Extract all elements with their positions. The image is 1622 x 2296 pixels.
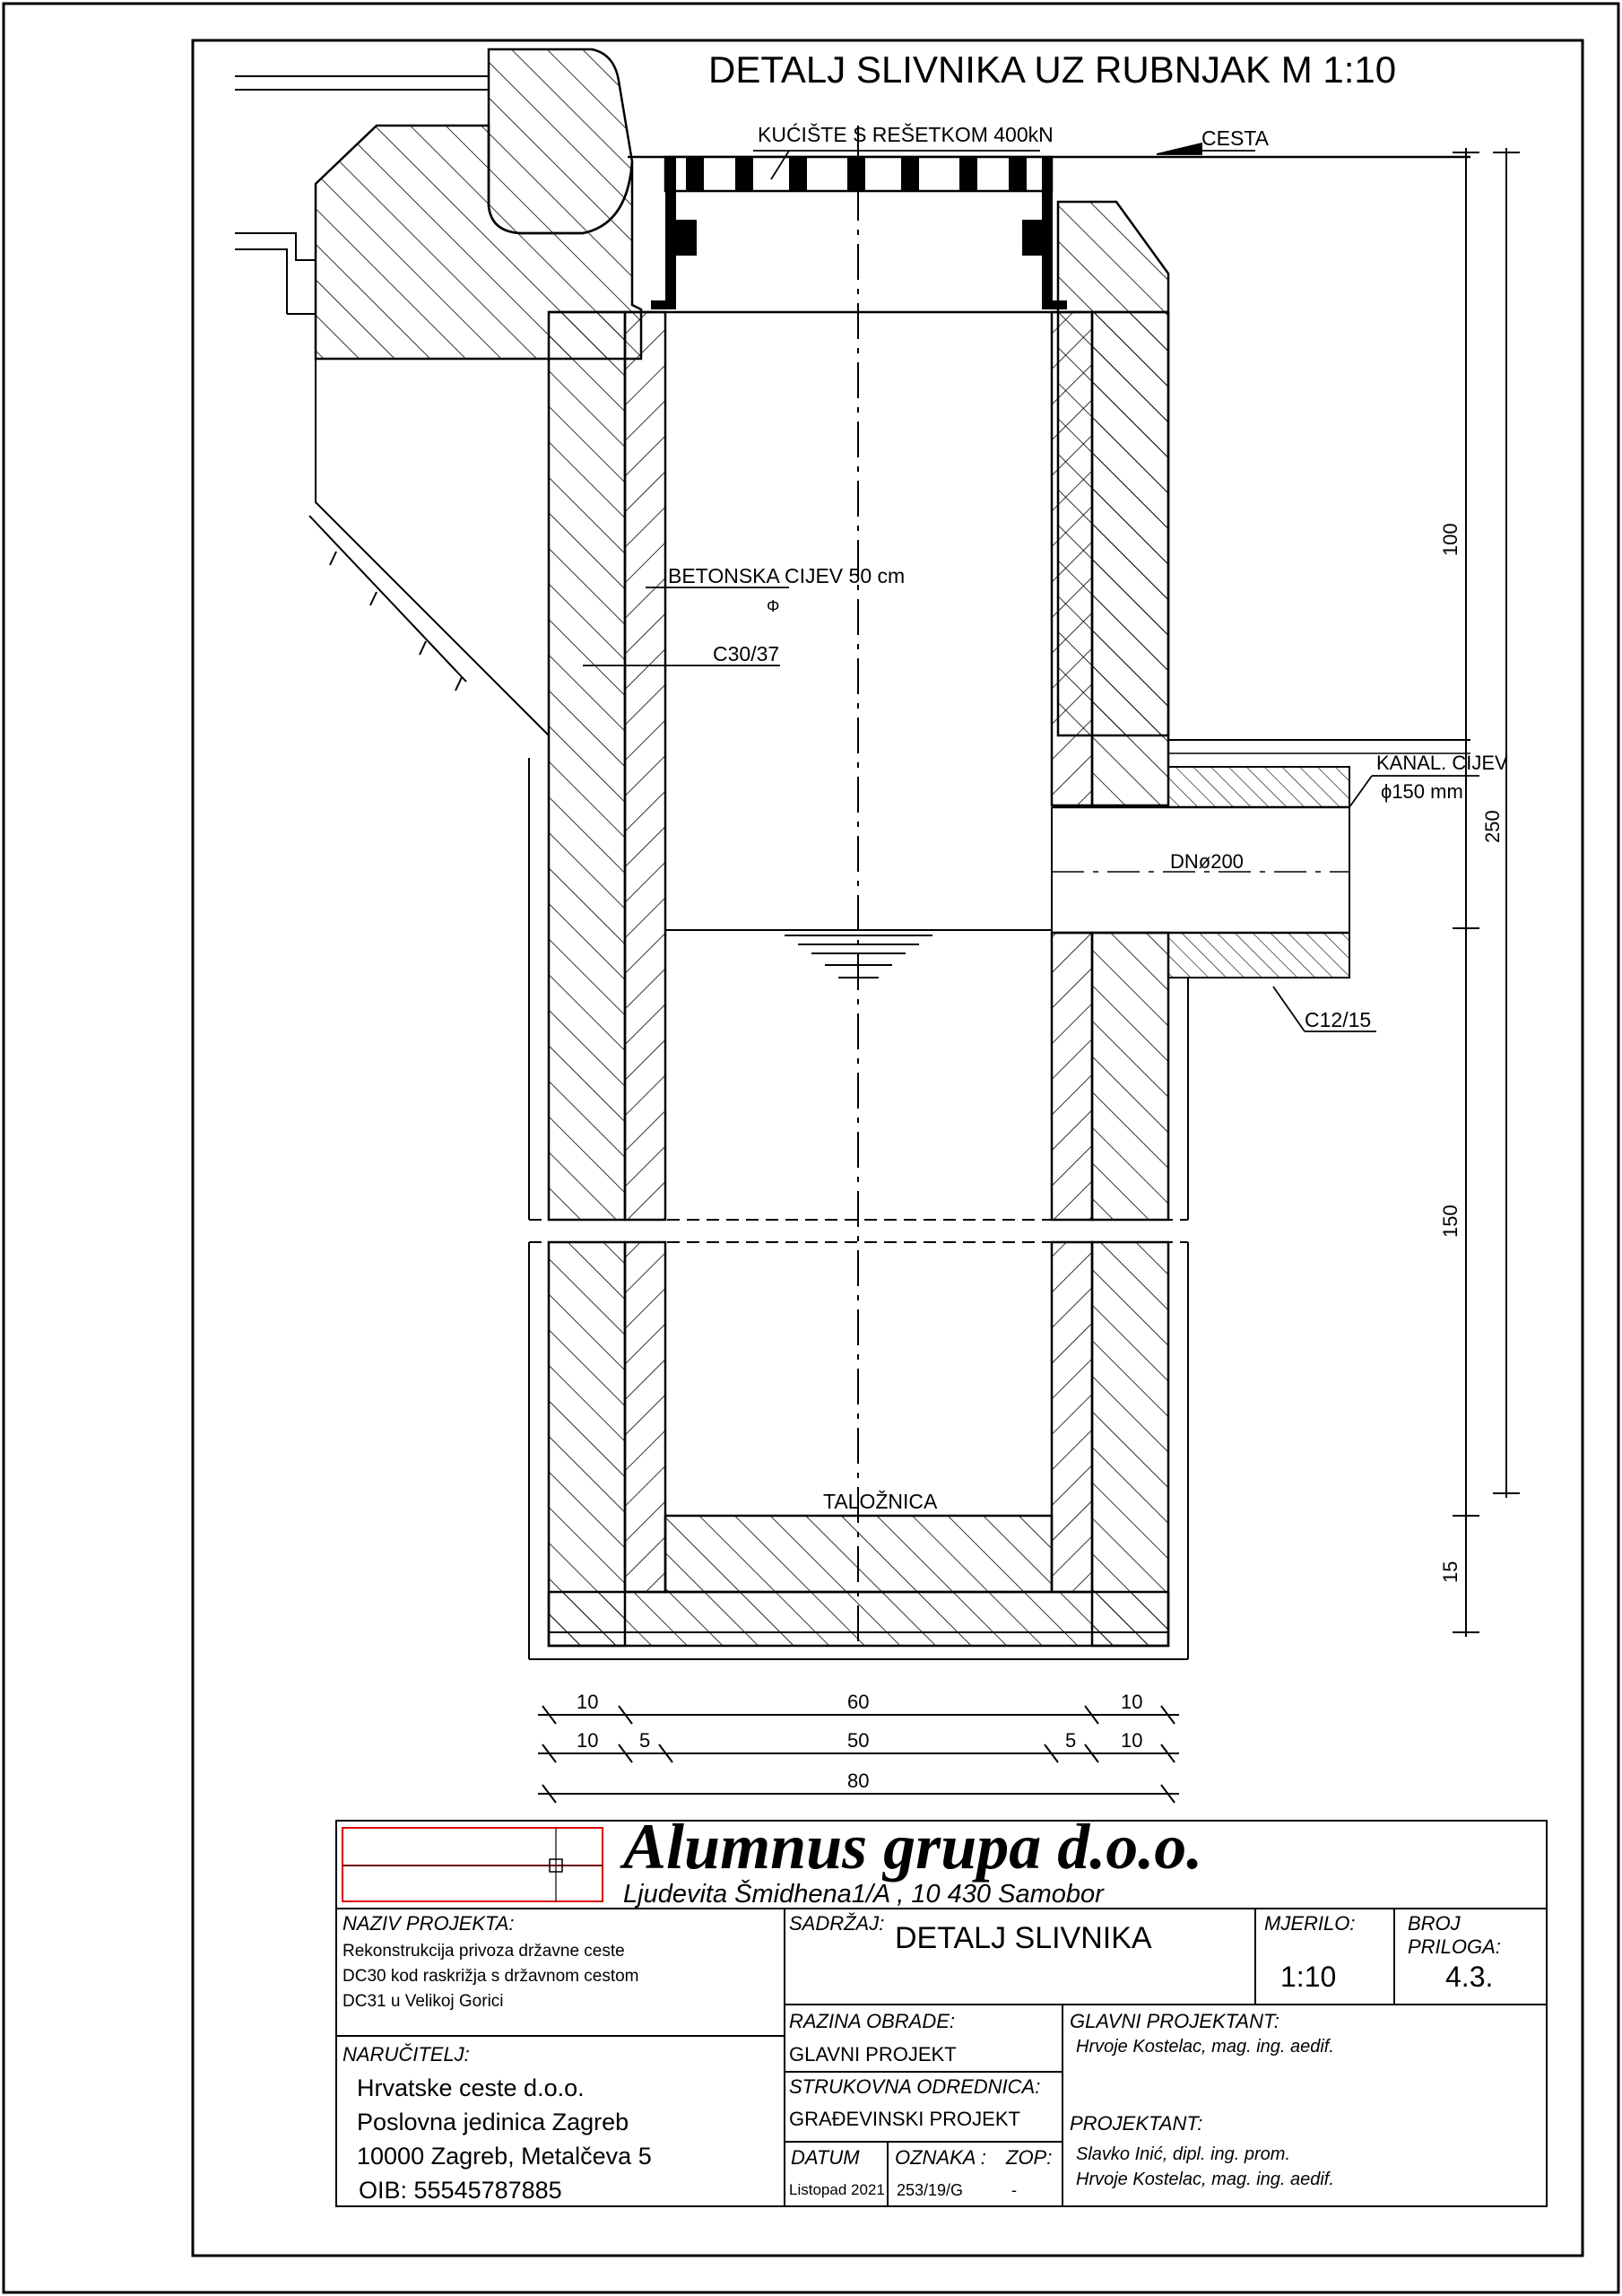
client-line-4: OIB: 55545787885 <box>359 2177 562 2204</box>
date-value: Listopad 2021 <box>789 2181 885 2198</box>
outlet-label: DNø200 <box>1170 850 1244 873</box>
company-address: Ljudevita Šmidhena1/A , 10 430 Samobor <box>623 1880 1104 1909</box>
embankment-slope <box>309 359 549 735</box>
dim-150: 150 <box>1439 1205 1462 1238</box>
designer-1: Slavko Inić, dipl. ing. prom. <box>1076 2144 1290 2164</box>
level-value: GLAVNI PROJEKT <box>789 2043 957 2066</box>
project-line-2: DC30 kod raskrižja s državnom cestom <box>343 1967 639 1986</box>
discipline-value: GRAĐEVINSKI PROJEKT <box>789 2108 1020 2130</box>
sewer-pipe-label: KANAL. CIJEV <box>1376 752 1508 774</box>
project-line-1: Rekonstrukcija privoza državne ceste <box>343 1942 625 1961</box>
outer-wall-left-upper <box>549 312 625 1220</box>
housing-label: KUĆIŠTE S REŠETKOM 400kN <box>758 123 1054 146</box>
dim-h1-c: 10 <box>1121 1691 1143 1713</box>
curb-stone <box>489 49 632 233</box>
dim-h3-total: 80 <box>847 1770 870 1792</box>
scale-label: MJERILO: <box>1264 1912 1356 1935</box>
client-line-1: Hrvatske ceste d.o.o. <box>357 2074 585 2101</box>
outer-wall-right-lower <box>1092 1242 1168 1646</box>
client-label: NARUČITELJ: <box>343 2043 470 2066</box>
pipe-wall-right-mid <box>1052 933 1092 1220</box>
dim-h2-a: 10 <box>577 1729 599 1752</box>
appendix-value: 4.3. <box>1445 1961 1494 1993</box>
company-logo <box>343 1828 603 1901</box>
dim-100: 100 <box>1439 523 1462 556</box>
content-label: SADRŽAJ: <box>789 1912 885 1935</box>
drawing-title: DETALJ SLIVNIKA UZ RUBNJAK M 1:10 <box>708 48 1397 91</box>
outer-wall-right-top <box>1092 312 1168 805</box>
dim-h1-b: 60 <box>847 1691 870 1713</box>
bedding-class-label: C12/15 <box>1305 1008 1372 1031</box>
dim-15: 15 <box>1439 1561 1462 1583</box>
pipe-wall-left-lower <box>625 1242 665 1592</box>
dim-h2-c: 50 <box>847 1729 870 1752</box>
designer-label: PROJEKTANT: <box>1070 2112 1203 2135</box>
content-value: DETALJ SLIVNIKA <box>895 1921 1152 1955</box>
designer-2: Hrvoje Kostelac, mag. ing. aedif. <box>1076 2170 1334 2189</box>
dim-h1-a: 10 <box>577 1691 599 1713</box>
phi-symbol: Φ <box>767 597 780 615</box>
client-line-2: Poslovna jedinica Zagreb <box>357 2109 629 2135</box>
road-label: CESTA <box>1201 126 1269 150</box>
outer-wall-left-lower <box>549 1242 625 1646</box>
project-line-3: DC31 u Velikoj Gorici <box>343 1992 504 2011</box>
zop-value: - <box>1011 2181 1017 2199</box>
mark-label: OZNAKA : <box>895 2146 986 2169</box>
zop-label: ZOP: <box>1006 2146 1053 2169</box>
concrete-class-label: C30/37 <box>713 642 780 665</box>
vertical-dimensions <box>1453 148 1520 1637</box>
discipline-label: STRUKOVNA ODREDNICA: <box>789 2075 1041 2098</box>
pipe-wall-right-lower <box>1052 1242 1092 1592</box>
appendix-label-1: BROJ <box>1408 1912 1461 1935</box>
dim-h2-b: 5 <box>639 1729 651 1752</box>
appendix-label-2: PRILOGA: <box>1408 1935 1501 1958</box>
project-label: NAZIV PROJEKTA: <box>343 1912 515 1935</box>
date-label: DATUM <box>791 2146 860 2169</box>
chief-designer-label: GLAVNI PROJEKTANT: <box>1070 2010 1279 2032</box>
pipe-wall-left-upper <box>625 312 665 1220</box>
sedimentation-label: TALOŽNICA <box>823 1490 938 1513</box>
sewer-diameter-label: ϕ150 mm <box>1381 780 1463 803</box>
scale-value: 1:10 <box>1280 1961 1337 1993</box>
chief-designer: Hrvoje Kostelac, mag. ing. aedif. <box>1076 2037 1334 2057</box>
pipe-name-label: BETONSKA CIJEV 50 cm <box>668 564 906 587</box>
dim-250: 250 <box>1481 810 1504 843</box>
pipe-wall-right-top <box>1052 312 1092 805</box>
label-leaders <box>583 144 1479 1031</box>
dim-h2-e: 10 <box>1121 1729 1143 1752</box>
level-label: RAZINA OBRADE: <box>789 2010 955 2032</box>
mark-value: 253/19/G <box>897 2181 964 2199</box>
dim-h2-d: 5 <box>1065 1729 1077 1752</box>
outer-wall-right-mid <box>1092 933 1168 1220</box>
company-name: Alumnus grupa d.o.o. <box>623 1811 1203 1883</box>
sheet-border <box>4 4 1618 2292</box>
client-line-3: 10000 Zagreb, Metalčeva 5 <box>357 2143 652 2170</box>
